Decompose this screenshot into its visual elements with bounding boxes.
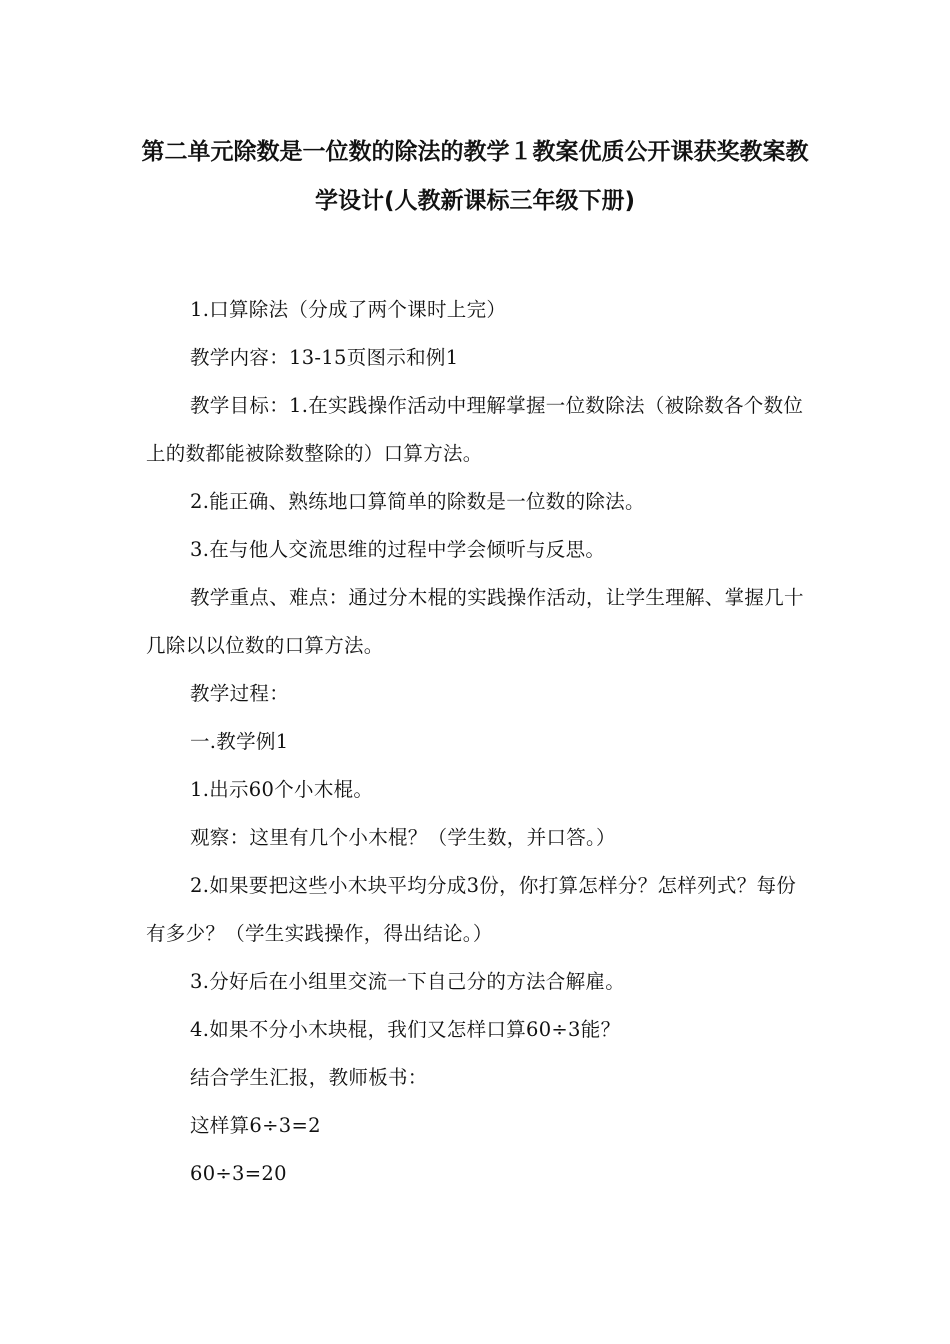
- document-title-line-1: 第二单元除数是一位数的除法的教学１教案优质公开课获奖教案教: [141, 139, 809, 165]
- paragraph-step-2: 2.如果要把这些小木块平均分成3份，你打算怎样分？怎样列式？每份有多少？（学生实践操作，得出结论。）: [146, 874, 797, 945]
- paragraph-section-heading: 1.口算除法（分成了两个课时上完）: [190, 298, 507, 321]
- paragraph-equation-1: 这样算6÷3=2: [190, 1114, 321, 1137]
- paragraph-example-1: 一.教学例1: [190, 730, 289, 753]
- paragraph-goal-2: 2.能正确、熟练地口算简单的除数是一位数的除法。: [190, 490, 645, 513]
- document-body: [146, 286, 808, 1198]
- paragraph-key-points: 教学重点、难点：通过分木棍的实践操作活动，让学生理解、掌握几十几除以以位数的口算方法。: [146, 586, 804, 657]
- document-title-line-2: 学设计(人教新课标三年级下册): [314, 188, 636, 214]
- paragraph-step-3: 3.分好后在小组里交流一下自己分的方法合解雇。: [190, 970, 626, 993]
- paragraph-equation-2: 60÷3=20: [190, 1162, 287, 1185]
- paragraph-observe: 观察：这里有几个小木棍？（学生数，并口答。）: [190, 826, 616, 849]
- paragraph-teaching-process: 教学过程：: [190, 682, 290, 705]
- paragraph-step-1: 1.出示60个小木棍。: [190, 778, 374, 801]
- paragraph-goal-3: 3.在与他人交流思维的过程中学会倾听与反思。: [190, 538, 606, 561]
- paragraph-teaching-goals: 教学目标：1.在实践操作活动中理解掌握一位数除法（被除数各个数位上的数都能被除数整除的）口算方法。: [146, 394, 804, 465]
- paragraph-teaching-content: 教学内容：13-15页图示和例1: [190, 346, 459, 369]
- paragraph-board-note: 结合学生汇报，教师板书：: [190, 1066, 428, 1089]
- paragraph-step-4: 4.如果不分小木块棍，我们又怎样口算60÷3能？: [190, 1018, 621, 1041]
